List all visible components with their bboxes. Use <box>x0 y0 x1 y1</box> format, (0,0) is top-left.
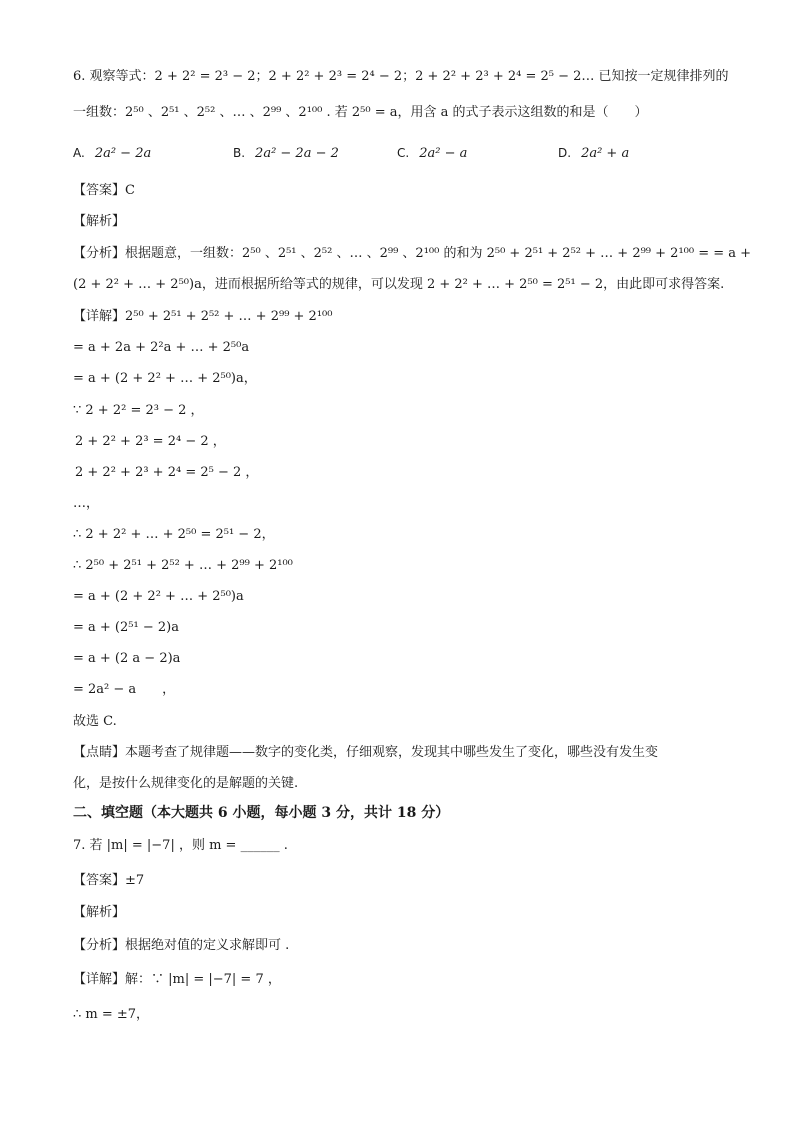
q7-answer: 【答案】±7 <box>73 873 145 888</box>
q6-stem-line-1: 6. 观察等式：2 + 2² = 2³ − 2；2 + 2² + 2³ = 2⁴ − 2；2 + 2² + 2³ + 2⁴ = 2⁵ − 2… 已知按一定规律排列的 <box>73 69 729 84</box>
option-text: 2a² − 2a <box>94 146 152 161</box>
q7-xiangjie: 【详解】解：∵ |m| = |−7| = 7 ， <box>73 972 281 987</box>
q6-option-a <box>73 146 151 161</box>
q6-step: 故选 C. <box>73 714 117 729</box>
q7-fenxi: 【分析】根据绝对值的定义求解即可 . <box>73 938 290 953</box>
q6-step: ∴ 2 + 2² + … + 2⁵⁰ = 2⁵¹ − 2， <box>73 527 275 542</box>
option-label: B. <box>233 146 246 160</box>
q6-dianjing-line-1: 【点睛】本题考查了规律题——数字的变化类，仔细观察，发现其中哪些发生了变化，哪些没有发生变 <box>73 745 659 760</box>
q6-option-c <box>397 146 467 161</box>
q6-step: = a + (2⁵¹ − 2)a <box>73 620 179 635</box>
q7-conclusion: ∴ m = ±7， <box>73 1007 150 1022</box>
option-text: 2a² − 2a − 2 <box>255 146 339 161</box>
option-label: C. <box>397 146 410 160</box>
q6-step: ∵ 2 + 2² = 2³ − 2 ， <box>73 403 204 418</box>
section-heading: 二、填空题（本大题共 6 小题，每小题 3 分，共计 18 分） <box>73 805 450 821</box>
q6-step: …， <box>73 496 100 511</box>
q6-fenxi-line-1: 【分析】根据题意，一组数：2⁵⁰ 、2⁵¹ 、2⁵² 、… 、2⁹⁹ 、2¹⁰⁰ 的和为 2⁵⁰ + 2⁵¹ + 2⁵² + … + 2⁹⁹ + 2¹⁰⁰ = = a + <box>73 246 752 261</box>
q6-option-d <box>558 146 629 161</box>
q6-step: = a + (2 a − 2)a <box>73 651 181 666</box>
q6-step: 2 + 2² + 2³ = 2⁴ − 2 ， <box>75 434 226 449</box>
option-label: D. <box>558 146 572 160</box>
option-text: 2a² − a <box>419 146 468 161</box>
q6-analysis-tag: 【解析】 <box>73 214 126 229</box>
q6-stem-line-2: 一组数：2⁵⁰ 、2⁵¹ 、2⁵² 、… 、2⁹⁹ 、2¹⁰⁰ . 若 2⁵⁰ = a，用含 a 的式子表示这组数的和是（ ） <box>73 105 648 120</box>
q7-stem: 7. 若 |m| = |−7| ，则 m = ______ . <box>73 838 288 853</box>
q6-step: = a + (2 + 2² + … + 2⁵⁰)a <box>73 589 244 604</box>
q6-option-b <box>233 146 339 161</box>
q6-fenxi-line-2: (2 + 2² + … + 2⁵⁰)a，进而根据所给等式的规律，可以发现 2 + 2² + … + 2⁵⁰ = 2⁵¹ − 2，由此即可求得答案. <box>73 277 725 292</box>
option-text: 2a² + a <box>581 146 630 161</box>
option-label: A. <box>73 146 85 160</box>
q6-step: 【详解】2⁵⁰ + 2⁵¹ + 2⁵² + … + 2⁹⁹ + 2¹⁰⁰ <box>73 309 333 324</box>
q6-answer: 【答案】C <box>73 183 135 198</box>
q6-step: = 2a² − a ， <box>73 682 176 697</box>
q6-step: ∴ 2⁵⁰ + 2⁵¹ + 2⁵² + … + 2⁹⁹ + 2¹⁰⁰ <box>73 558 293 573</box>
q6-step: = a + (2 + 2² + … + 2⁵⁰)a， <box>73 371 257 386</box>
q7-analysis-tag: 【解析】 <box>73 905 126 920</box>
q6-step: 2 + 2² + 2³ + 2⁴ = 2⁵ − 2 ， <box>75 465 259 480</box>
q6-dianjing-line-2: 化，是按什么规律变化的是解题的关键. <box>73 776 299 791</box>
q6-step: = a + 2a + 2²a + … + 2⁵⁰a <box>73 340 250 355</box>
